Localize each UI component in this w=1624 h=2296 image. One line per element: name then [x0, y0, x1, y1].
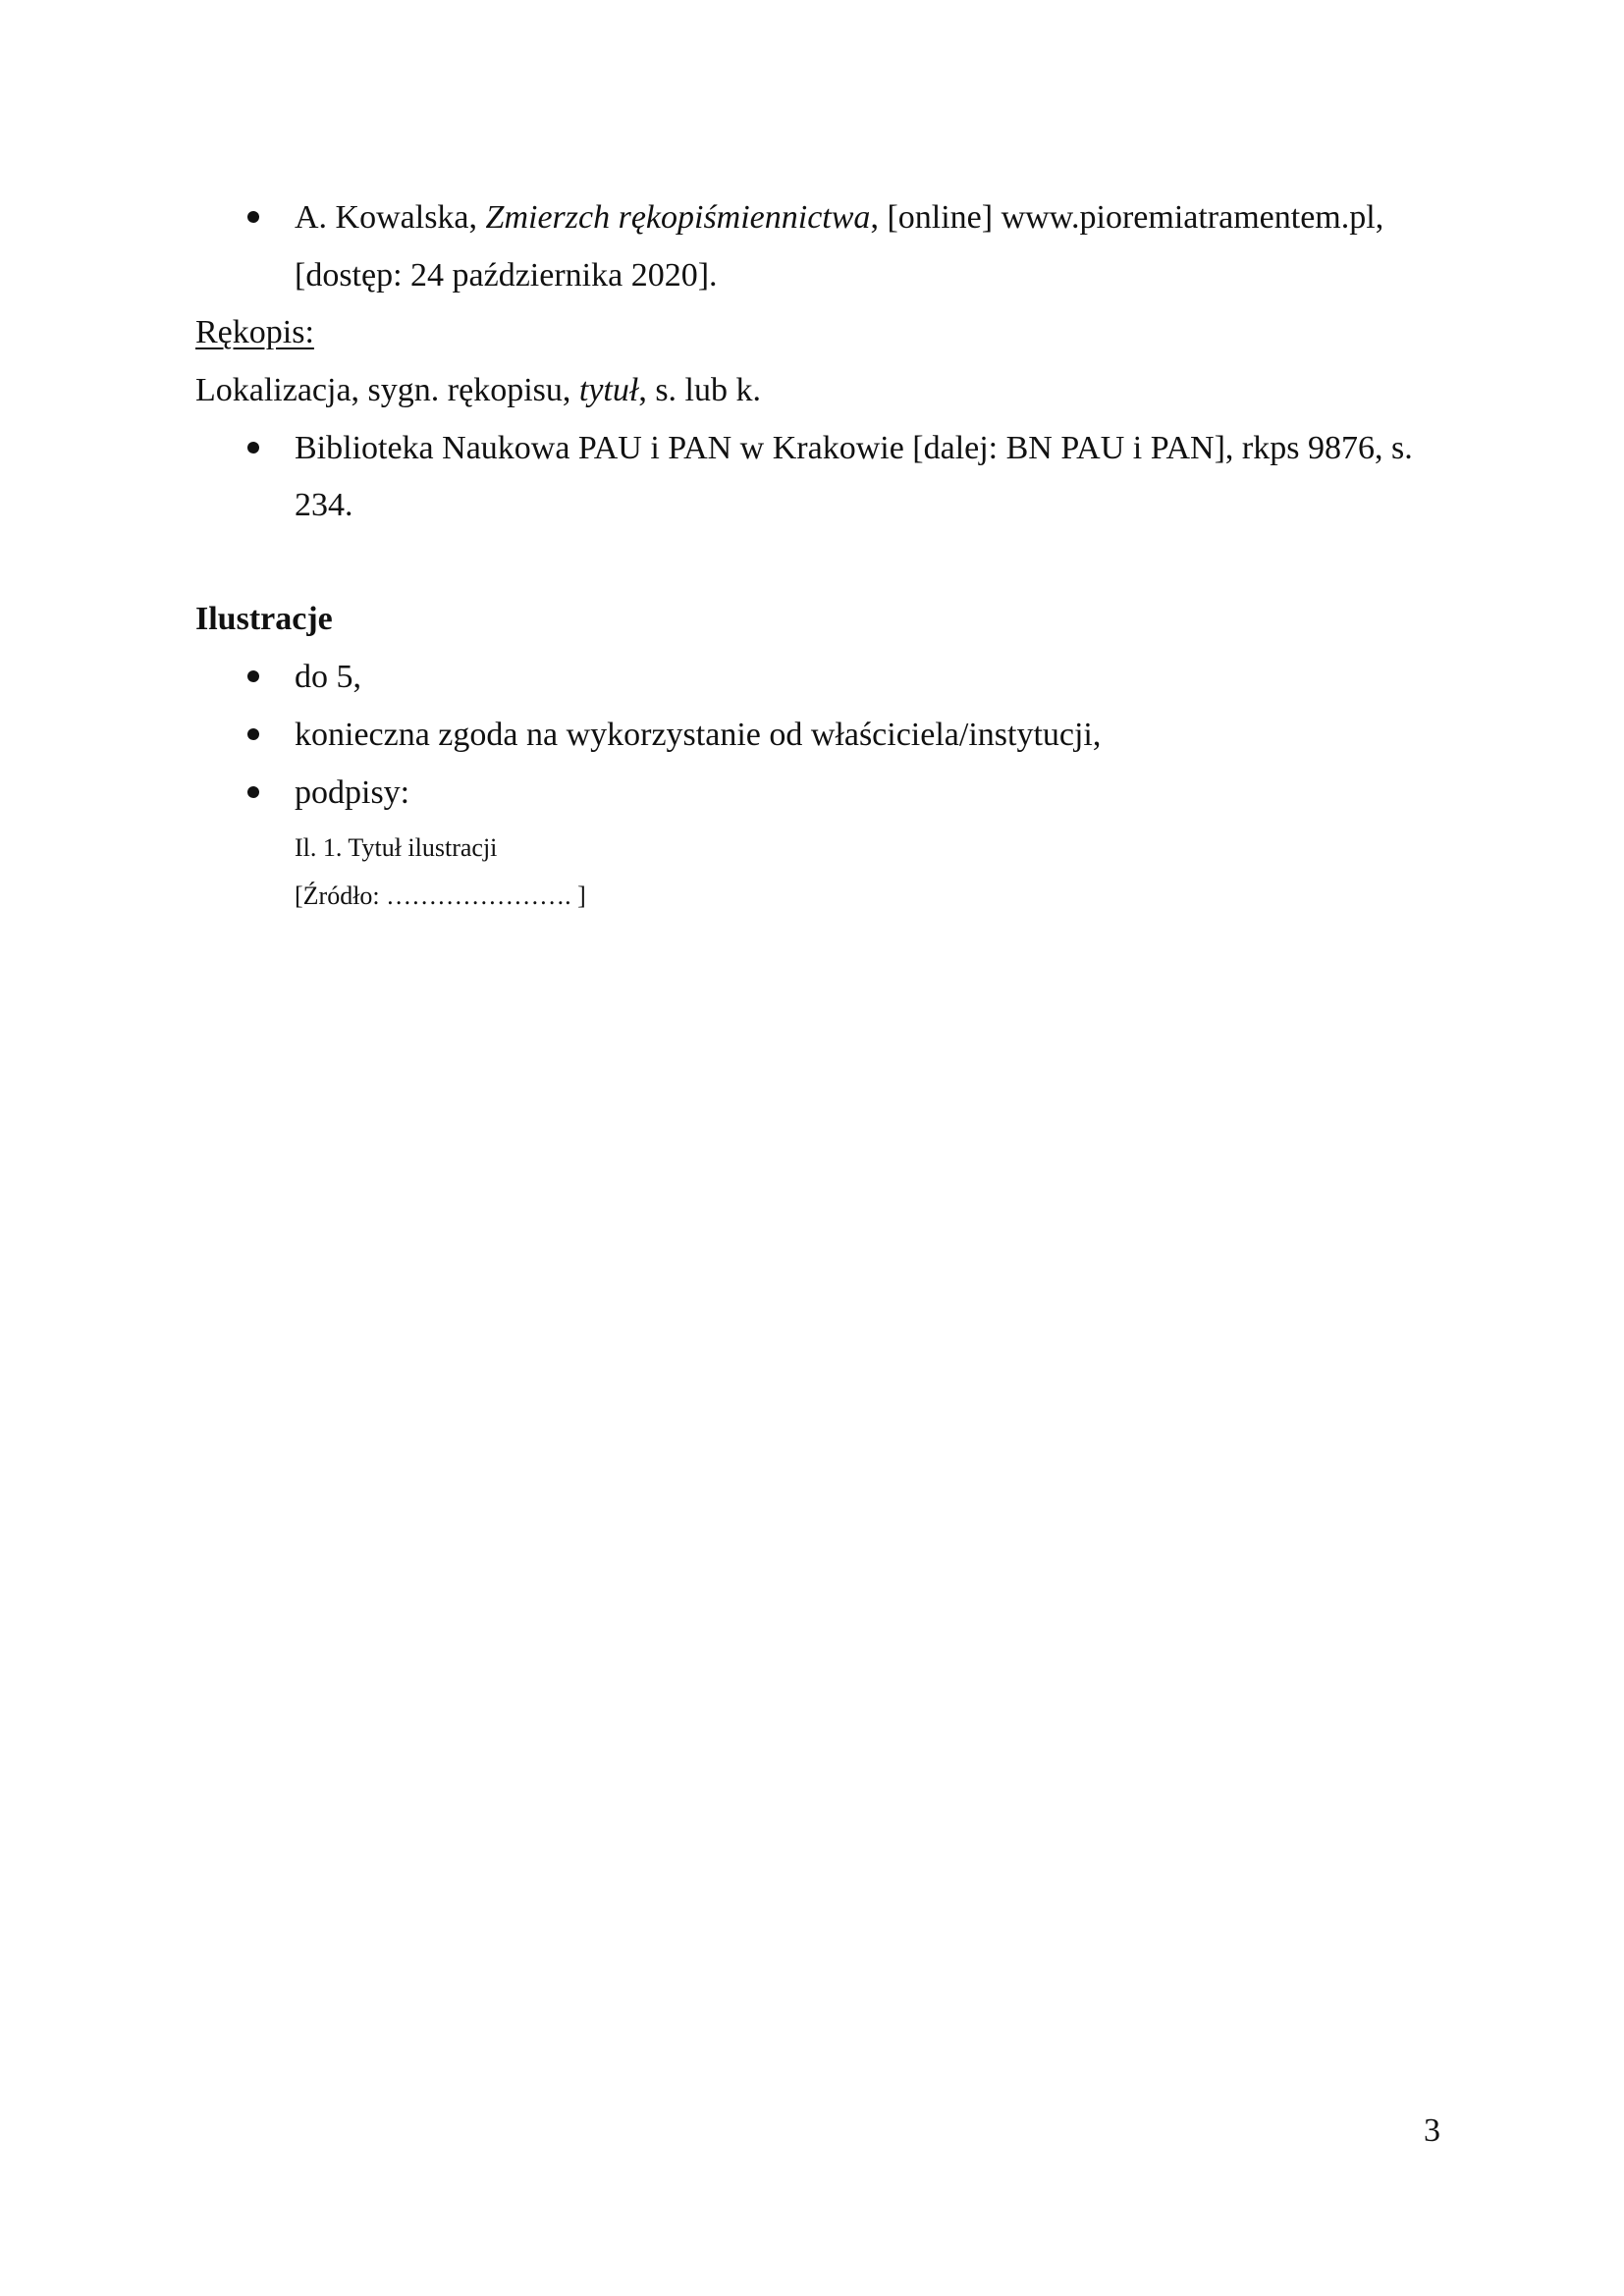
manuscript-pattern-end: , s. lub k.	[638, 372, 762, 408]
manuscript-pattern-title: tytuł	[578, 372, 639, 408]
bullet-icon	[247, 786, 259, 798]
reference-online-line1	[295, 198, 1383, 238]
reference-source: , [online] www.pioremiatramentem.pl,	[870, 199, 1384, 236]
illustrations-item: do 5,	[295, 659, 361, 695]
manuscript-item-line1: Biblioteka Naukowa PAU i PAN w Krakowie [dalej: BN PAU i PAN], rkps 9876, s.	[295, 430, 1413, 466]
reference-author: A. Kowalska,	[295, 199, 486, 236]
manuscript-item-line2: 234.	[295, 487, 353, 523]
reference-online-line2: [dostęp: 24 października 2020].	[295, 257, 718, 294]
bullet-icon	[247, 442, 259, 454]
bullet-icon	[247, 670, 259, 682]
illustrations-item: konieczna zgoda na wykorzystanie od właściciela/instytucji,	[295, 717, 1102, 753]
bullet-icon	[247, 728, 259, 740]
illustrations-heading: Ilustracje	[195, 601, 333, 637]
manuscript-pattern-start: Lokalizacja, sygn. rękopisu,	[195, 372, 579, 408]
bullet-icon	[247, 211, 259, 223]
illustrations-item: podpisy:	[295, 774, 410, 811]
manuscript-heading: Rękopis:	[195, 314, 314, 350]
caption-example-title: Il. 1. Tytuł ilustracji	[295, 833, 498, 862]
page-number: 3	[1424, 2112, 1440, 2149]
manuscript-pattern	[195, 371, 761, 410]
caption-example-source: [Źródło: …………………. ]	[295, 881, 586, 910]
reference-title: Zmierzch rękopiśmiennictwa	[485, 199, 871, 236]
